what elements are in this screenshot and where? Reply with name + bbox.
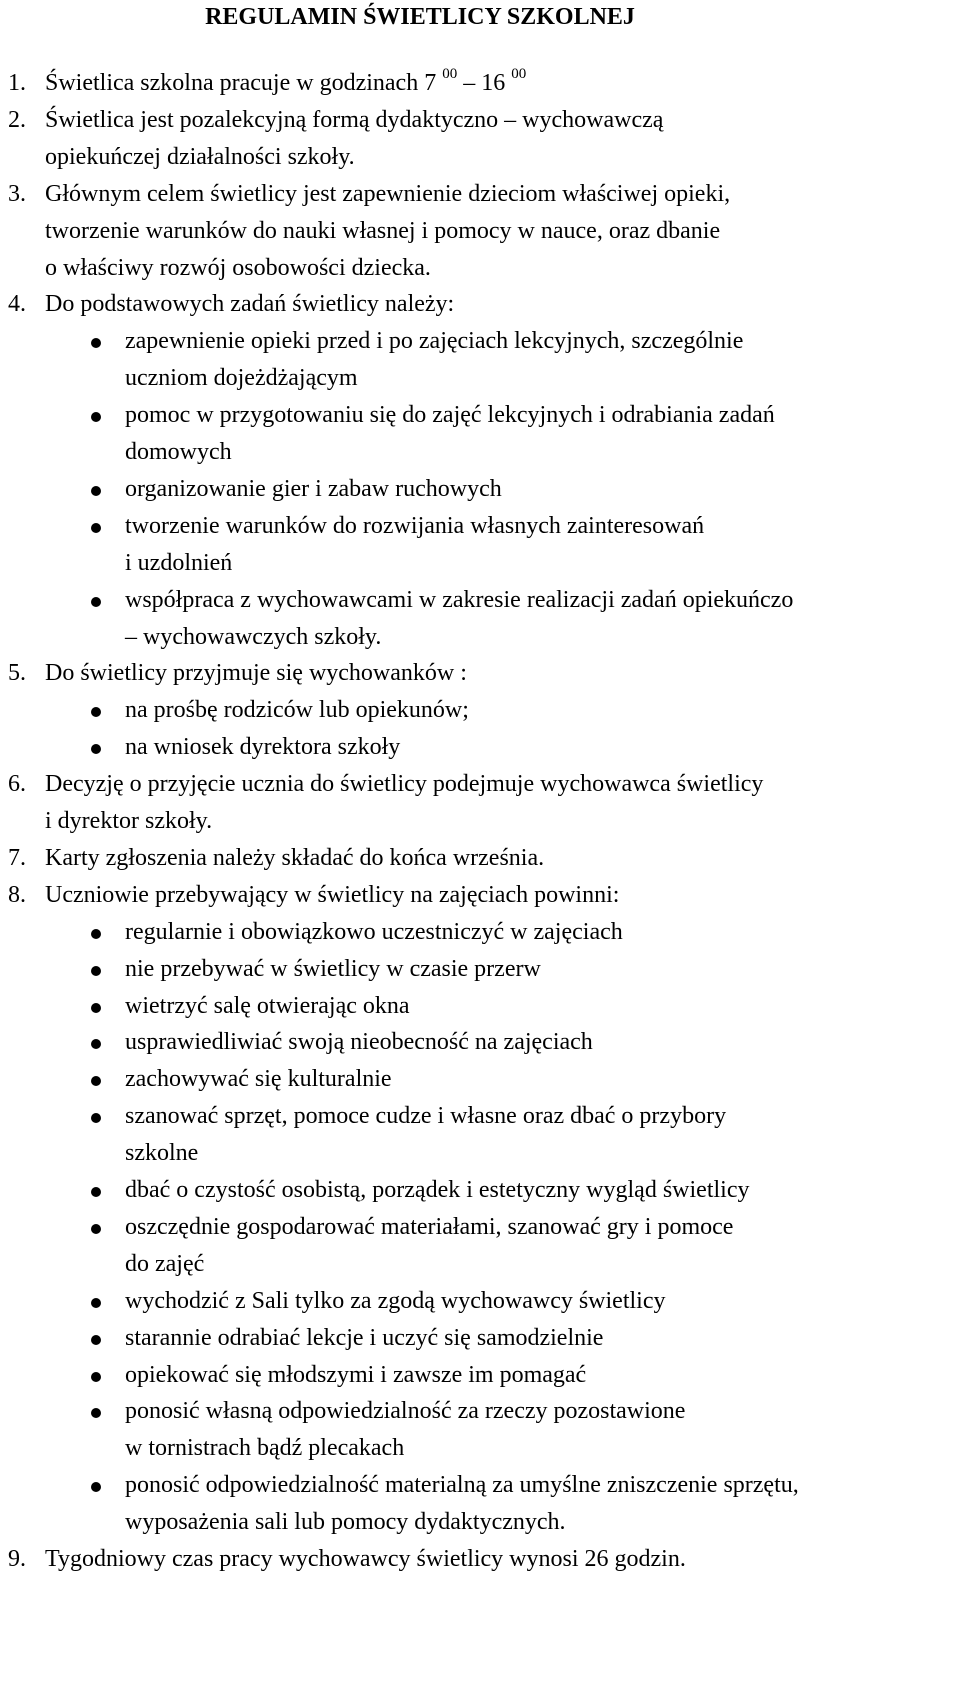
item-text: Do świetlicy przyjmuje się wychowanków : — [45, 660, 467, 687]
item-number: 1. — [8, 70, 26, 96]
bullet-text: ponosić odpowiedzialność materialną za umyślne zniszczenie sprzętu, — [125, 1472, 799, 1499]
bullet-icon — [91, 744, 101, 754]
bullet-text: wietrzyć salę otwierając okna — [125, 992, 410, 1019]
bullet-text: pomoc w przygotowaniu się do zajęć lekcyjnych i odrabiania zadań — [125, 402, 775, 429]
bullet-text: w tornistrach bądź plecakach — [125, 1435, 405, 1462]
bullet-icon — [91, 523, 101, 533]
bullet-text: i uzdolnień — [125, 549, 233, 576]
bullet-text: zapewnienie opieki przed i po zajęciach lekcyjnych, szczególnie — [125, 328, 744, 355]
bullet-icon — [91, 1335, 101, 1345]
bullet-icon — [91, 929, 101, 939]
bullet-text: szkolne — [125, 1140, 199, 1167]
bullet-text: regularnie i obowiązkowo uczestniczyć w zajęciach — [125, 918, 623, 945]
hour-minutes-superscript: 00 — [442, 66, 458, 82]
item-number: 7. — [8, 844, 26, 871]
bullet-text: na prośbę rodziców lub opiekunów; — [125, 697, 469, 724]
bullet-icon — [91, 597, 101, 607]
item-text: tworzenie warunków do nauki własnej i pomocy w nauce, oraz dbanie — [45, 217, 721, 244]
document-title: REGULAMIN ŚWIETLICY SZKOLNEJ — [205, 4, 635, 30]
item-number: 6. — [8, 771, 26, 798]
bullet-text: domowych — [125, 439, 232, 465]
bullet-text: dbać o czystość osobistą, porządek i estetyczny wygląd świetlicy — [125, 1177, 750, 1203]
item-text-part: – 16 — [463, 70, 506, 96]
bullet-icon — [91, 1482, 101, 1492]
bullet-icon — [91, 966, 101, 976]
bullet-text: wychodzić z Sali tylko za zgodą wychowawcy świetlicy — [125, 1287, 666, 1314]
bullet-text: do zajęć — [125, 1250, 205, 1277]
bullet-text: wyposażenia sali lub pomocy dydaktycznych. — [125, 1509, 566, 1536]
bullet-text: na wniosek dyrektora szkoły — [125, 734, 401, 761]
bullet-icon — [91, 1298, 101, 1308]
bullet-text: opiekować się młodszymi i zawsze im pomagać — [125, 1361, 587, 1388]
bullet-text: zachowywać się kulturalnie — [125, 1066, 392, 1093]
bullet-icon — [91, 1372, 101, 1382]
bullet-text: nie przebywać w świetlicy w czasie przerw — [125, 955, 541, 982]
item-text: Tygodniowy czas pracy wychowawcy świetlicy wynosi 26 godzin. — [45, 1546, 686, 1572]
bullet-text: usprawiedliwiać swoją nieobecność na zajęciach — [125, 1029, 593, 1056]
item-text: Karty zgłoszenia należy składać do końca września. — [45, 844, 545, 871]
bullet-text: oszczędnie gospodarować materiałami, szanować gry i pomoce — [125, 1213, 734, 1240]
bullet-icon — [91, 1003, 101, 1013]
item-text: i dyrektor szkoły. — [45, 808, 213, 834]
bullet-icon — [91, 1039, 101, 1049]
bullet-text: ponosić własną odpowiedzialność za rzeczy pozostawione — [125, 1398, 686, 1425]
item-text: opiekuńczej działalności szkoły. — [45, 143, 355, 170]
item-number: 9. — [8, 1546, 26, 1572]
item-text: Głównym celem świetlicy jest zapewnienie dzieciom właściwej opieki, — [45, 180, 731, 207]
bullet-icon — [91, 412, 101, 422]
item-text: Świetlica jest pozalekcyjną formą dydaktyczno – wychowawczą — [45, 106, 664, 133]
bullet-text: starannie odrabiać lekcje i uczyć się samodzielnie — [125, 1324, 604, 1351]
bullet-text: uczniom dojeżdżającym — [125, 365, 358, 392]
hour-minutes-superscript: 00 — [511, 66, 527, 82]
item-number: 4. — [8, 291, 26, 318]
bullet-icon — [91, 707, 101, 717]
bullet-text: współpraca z wychowawcami w zakresie realizacji zadań opiekuńczo — [125, 586, 794, 613]
bullet-icon — [91, 1408, 101, 1418]
bullet-text: szanować sprzęt, pomoce cudze i własne oraz dbać o przybory — [125, 1103, 727, 1130]
bullet-icon — [91, 1224, 101, 1234]
item-text — [45, 68, 526, 98]
bullet-text: tworzenie warunków do rozwijania własnych zainteresowań — [125, 512, 705, 539]
bullet-icon — [91, 1113, 101, 1123]
item-number: 5. — [8, 660, 26, 687]
bullet-text: – wychowawczych szkoły. — [125, 623, 382, 650]
item-text: Decyzję o przyjęcie ucznia do świetlicy podejmuje wychowawca świetlicy — [45, 771, 764, 798]
item-text-part: Świetlica szkolna pracuje w godzinach 7 — [45, 70, 437, 96]
item-number: 3. — [8, 180, 26, 207]
bullet-icon — [91, 1187, 101, 1197]
item-number: 2. — [8, 106, 26, 133]
bullet-icon — [91, 1076, 101, 1086]
item-text: Uczniowie przebywający w świetlicy na zajęciach powinni: — [45, 881, 620, 908]
bullet-text: organizowanie gier i zabaw ruchowych — [125, 475, 502, 502]
item-number: 8. — [8, 881, 26, 908]
bullet-icon — [91, 338, 101, 348]
bullet-icon — [91, 486, 101, 496]
item-text: Do podstawowych zadań świetlicy należy: — [45, 291, 455, 318]
item-text: o właściwy rozwój osobowości dziecka. — [45, 254, 431, 281]
